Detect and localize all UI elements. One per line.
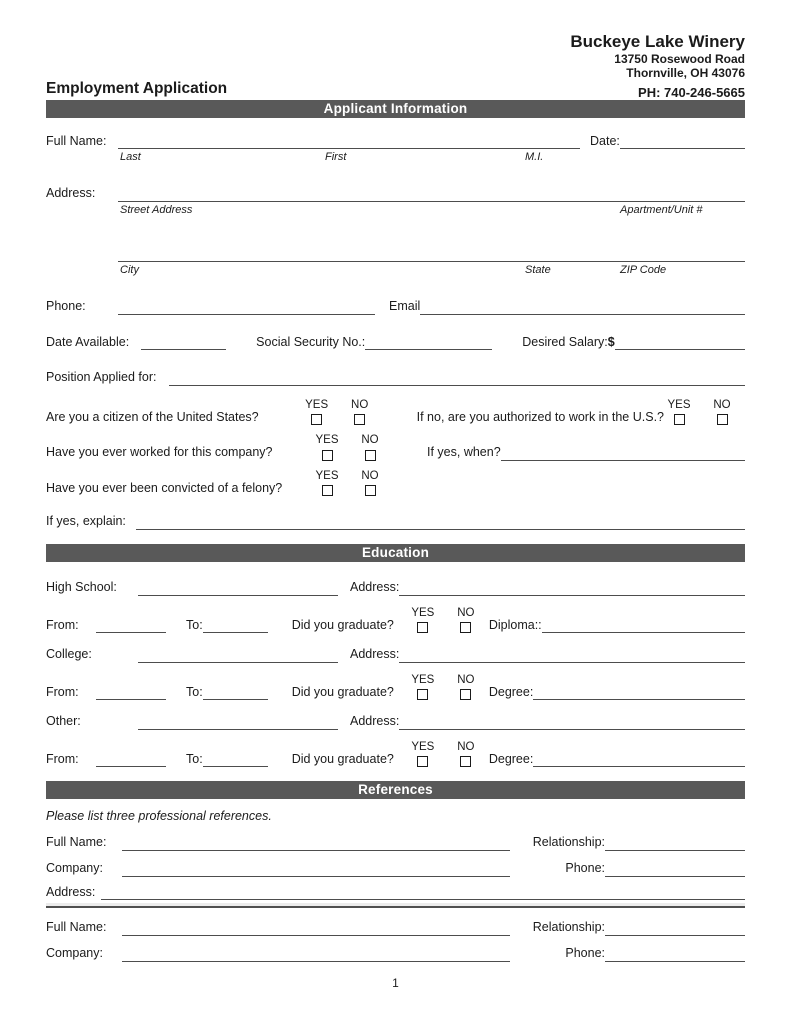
company-city-state-zip: Thornville, OH 43076 — [626, 66, 745, 81]
highschool-label: High School: — [46, 580, 117, 595]
last-label: Last — [120, 151, 141, 164]
college-graduate-no-checkbox[interactable] — [460, 689, 471, 700]
ref2-phone-label: Phone: — [565, 945, 605, 960]
ref2-relationship-input[interactable] — [605, 921, 745, 936]
name-sublabels — [118, 149, 580, 164]
full-name-input[interactable] — [118, 134, 580, 149]
ref1-full-name-label: Full Name: — [46, 835, 107, 850]
from-label: From: — [46, 617, 79, 632]
ref1-relationship-label: Relationship: — [532, 835, 605, 850]
to-label: To: — [186, 684, 203, 699]
highschool-name-input[interactable] — [138, 581, 338, 596]
yes-label: YES — [411, 740, 435, 753]
highschool-graduate-yes-no — [408, 608, 481, 634]
worked-yes-checkbox[interactable] — [322, 450, 333, 461]
date-available-input[interactable] — [141, 335, 226, 350]
other-from-input[interactable] — [96, 752, 166, 767]
from-label: From: — [46, 751, 79, 766]
email-label: Email — [389, 299, 421, 314]
diploma-label: Diploma:: — [488, 617, 542, 632]
work-when-input[interactable] — [501, 446, 745, 461]
yes-label: YES — [411, 606, 435, 619]
state-label: State — [525, 264, 551, 277]
highschool-address-input[interactable] — [399, 581, 745, 596]
company-block — [570, 32, 745, 100]
section-bar-references: References — [46, 781, 745, 799]
felony-explain-input[interactable] — [136, 515, 745, 530]
no-label: NO — [361, 434, 379, 447]
highschool-from-input[interactable] — [96, 618, 166, 633]
college-degree-input[interactable] — [533, 685, 745, 700]
authorized-yes-checkbox[interactable] — [674, 414, 685, 425]
ref2-relationship-label: Relationship: — [532, 920, 605, 935]
city-state-zip-input[interactable] — [118, 247, 745, 262]
highschool-diploma-input[interactable] — [542, 618, 745, 633]
city-label: City — [120, 264, 139, 277]
yes-label: YES — [315, 469, 339, 482]
to-label: To: — [186, 751, 203, 766]
yes-label: YES — [315, 434, 339, 447]
ref1-relationship-input[interactable] — [605, 836, 745, 851]
no-label: NO — [351, 398, 369, 411]
no-label: NO — [457, 740, 475, 753]
date-available-label: Date Available: — [46, 334, 130, 349]
ref2-full-name-input[interactable] — [122, 921, 510, 936]
desired-salary-label: Desired Salary: — [522, 334, 608, 349]
page-title: Employment Application — [46, 79, 228, 97]
date-input[interactable] — [620, 134, 745, 149]
address1-sublabels — [118, 202, 745, 217]
authorized-question: If no, are you authorized to work in the U.S.? — [416, 409, 664, 424]
highschool-address-label: Address: — [350, 580, 400, 595]
no-label: NO — [457, 606, 475, 619]
other-degree-input[interactable] — [533, 752, 745, 767]
ref1-full-name-input[interactable] — [122, 836, 510, 851]
college-label: College: — [46, 647, 92, 662]
yes-label: YES — [667, 398, 691, 411]
college-name-input[interactable] — [138, 648, 338, 663]
company-name: Buckeye Lake Winery — [570, 32, 745, 51]
dollar-sign: $ — [607, 334, 615, 349]
street-address-label: Street Address — [120, 204, 193, 217]
position-label: Position Applied for: — [46, 370, 157, 385]
company-phone: PH: 740-246-5665 — [638, 84, 745, 100]
no-label: NO — [713, 398, 731, 411]
felony-yes-no — [312, 471, 385, 497]
references-note: Please list three professional references. — [46, 809, 272, 824]
graduate-label: Did you graduate? — [291, 684, 394, 699]
worked-no-checkbox[interactable] — [365, 450, 376, 461]
yes-label: YES — [411, 673, 435, 686]
full-name-label: Full Name: — [46, 133, 107, 148]
ref2-phone-input[interactable] — [605, 947, 745, 962]
ref2-full-name-label: Full Name: — [46, 920, 107, 935]
college-graduate-yes-no — [408, 675, 481, 701]
ref1-company-input[interactable] — [122, 862, 510, 877]
when-label: If yes, when? — [427, 445, 501, 460]
citizen-no-checkbox[interactable] — [354, 414, 365, 425]
reference-separator — [46, 903, 745, 908]
other-address-input[interactable] — [399, 715, 745, 730]
other-to-input[interactable] — [203, 752, 268, 767]
ref2-company-input[interactable] — [122, 947, 510, 962]
college-from-input[interactable] — [96, 685, 166, 700]
highschool-graduate-no-checkbox[interactable] — [460, 622, 471, 633]
other-graduate-yes-checkbox[interactable] — [417, 756, 428, 767]
worked-question: Have you ever worked for this company? — [46, 445, 273, 460]
citizen-yes-checkbox[interactable] — [311, 414, 322, 425]
date-label: Date: — [590, 133, 620, 148]
college-address-input[interactable] — [399, 648, 745, 663]
email-input[interactable] — [420, 300, 745, 315]
company-street: 13750 Rosewood Road — [614, 51, 745, 66]
ref1-address-input[interactable] — [101, 885, 745, 900]
phone-input[interactable] — [118, 300, 375, 315]
phone-label: Phone: — [46, 299, 86, 314]
degree-label: Degree: — [488, 751, 534, 766]
first-label: First — [325, 151, 347, 164]
college-graduate-yes-checkbox[interactable] — [417, 689, 428, 700]
highschool-to-input[interactable] — [203, 618, 268, 633]
college-to-input[interactable] — [203, 685, 268, 700]
authorized-no-checkbox[interactable] — [717, 414, 728, 425]
ref1-phone-input[interactable] — [605, 862, 745, 877]
ref1-address-label: Address: — [46, 884, 96, 899]
position-input[interactable] — [169, 371, 746, 386]
no-label: NO — [457, 673, 475, 686]
ref1-phone-label: Phone: — [565, 861, 605, 876]
header — [46, 32, 745, 100]
felony-question: Have you ever been convicted of a felony? — [46, 480, 283, 495]
from-label: From: — [46, 684, 79, 699]
citizen-question: Are you a citizen of the United States? — [46, 409, 259, 424]
ref1-company-label: Company: — [46, 861, 103, 876]
degree-label: Degree: — [488, 684, 534, 699]
ssn-input[interactable] — [365, 335, 492, 350]
college-address-label: Address: — [350, 647, 400, 662]
other-school-label: Other: — [46, 714, 81, 729]
other-name-input[interactable] — [138, 715, 338, 730]
graduate-label: Did you graduate? — [291, 617, 394, 632]
address-label: Address: — [46, 186, 96, 201]
street-address-input[interactable] — [118, 187, 745, 202]
ref2-company-label: Company: — [46, 945, 103, 960]
explain-label: If yes, explain: — [46, 514, 126, 529]
worked-yes-no — [312, 435, 385, 461]
to-label: To: — [186, 617, 203, 632]
authorized-yes-no — [664, 400, 737, 426]
yes-label: YES — [305, 398, 329, 411]
felony-yes-checkbox[interactable] — [322, 485, 333, 496]
no-label: NO — [361, 469, 379, 482]
felony-no-checkbox[interactable] — [365, 485, 376, 496]
highschool-graduate-yes-checkbox[interactable] — [417, 622, 428, 633]
address2-sublabels — [118, 262, 745, 277]
page-number: 1 — [392, 975, 399, 990]
section-bar-education: Education — [46, 544, 745, 562]
mi-label: M.I. — [525, 151, 544, 164]
other-graduate-yes-no — [408, 742, 481, 768]
zip-label: ZIP Code — [620, 264, 667, 277]
other-address-label: Address: — [350, 714, 400, 729]
citizen-yes-no — [302, 400, 375, 426]
desired-salary-input[interactable] — [615, 335, 745, 350]
section-bar-applicant-information: Applicant Information — [46, 100, 745, 118]
apartment-label: Apartment/Unit # — [620, 204, 703, 217]
other-graduate-no-checkbox[interactable] — [460, 756, 471, 767]
graduate-label: Did you graduate? — [291, 751, 394, 766]
ssn-label: Social Security No.: — [256, 334, 366, 349]
